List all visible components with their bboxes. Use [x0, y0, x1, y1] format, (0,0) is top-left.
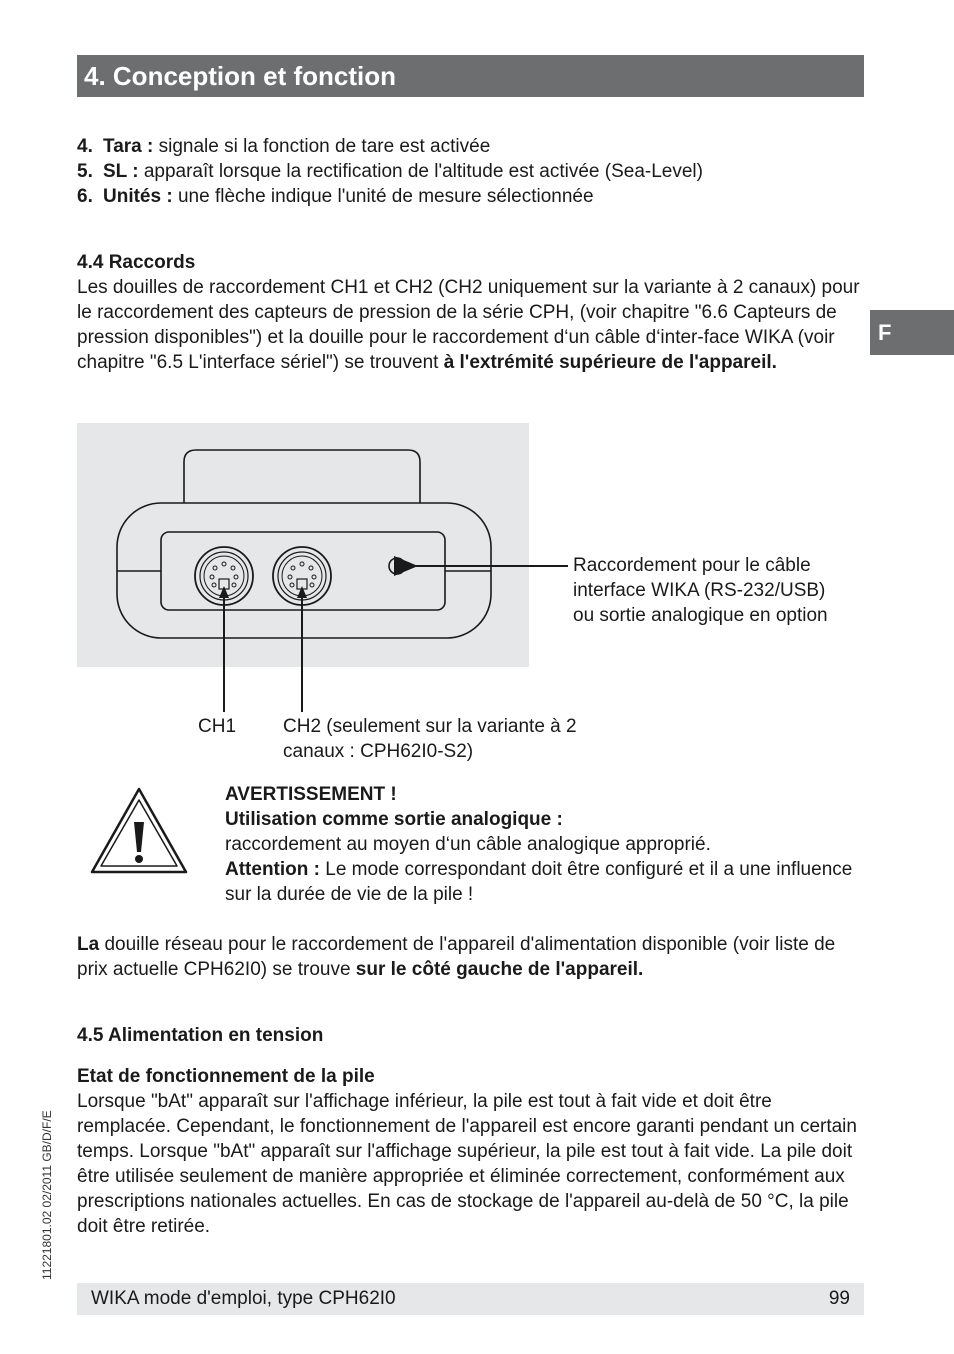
- item-text: signale si la fonction de tare est activée: [153, 136, 491, 157]
- device-body: [117, 503, 491, 638]
- douille-paragraph: La douille réseau pour le raccordement de l'appareil d'alimentation disponible (voir liste de prix actuelle CPH62I0) se trouve sur le côté gauche de l'appareil.: [77, 934, 836, 980]
- language-tab: F: [870, 310, 954, 355]
- alimentation-section: [77, 1023, 867, 1048]
- document-code: 11221801.02 02/2011 GB/D/F/E: [40, 1110, 54, 1280]
- warning-attention: Attention : Le mode correspondant doit être configuré et il a une influence sur la durée de vie de la pile !: [225, 859, 853, 905]
- warning-title: AVERTISSEMENT !: [225, 784, 397, 805]
- subsection-heading: Etat de fonctionnement de la pile: [77, 1066, 375, 1087]
- item-term: SL :: [103, 161, 139, 182]
- device-top-housing: [184, 450, 420, 503]
- ch1-label: CH1: [198, 716, 237, 737]
- interface-jack-icon: [389, 558, 405, 574]
- ch2-label: CH2 (seulement sur la variante à 2 canaux : CPH62I0-S2): [283, 716, 577, 762]
- raccords-body: Les douilles de raccordement CH1 et CH2 (CH2 uniquement sur la variante à 2 canaux) pour le raccordement des capteurs de pression de la série CPH, (voir chapitre "6.6 Capteurs de pression disponibles") et la douille pour le raccordement d‘un câble d‘inter-face WIKA (voir chapitre "6.5 L'interface sériel") se trouvent à l'extrémité supérieure de l'appareil.: [77, 277, 860, 373]
- page-footer: [77, 1283, 864, 1315]
- page-number: 99: [828, 1288, 850, 1309]
- section-heading: 4.4 Raccords: [77, 252, 196, 273]
- section-title: 4. Conception et fonction: [77, 55, 864, 97]
- item-number: 6.: [77, 186, 93, 207]
- section-heading: 4.5 Alimentation en tension: [77, 1025, 324, 1046]
- item-term: Unités :: [103, 186, 173, 207]
- warning-triangle-icon: [89, 786, 189, 876]
- item-text: apparaît lorsque la rectification de l'altitude est activée (Sea-Level): [138, 161, 703, 182]
- item-text: une flèche indique l'unité de mesure sélectionnée: [172, 186, 594, 207]
- interface-callout: Raccordement pour le câble interface WIKA (RS-232/USB) ou sortie analogique en option: [573, 555, 828, 626]
- warning-subtitle: Utilisation comme sortie analogique :: [225, 809, 563, 830]
- battery-body: Lorsque "bAt" apparaît sur l'affichage inférieur, la pile est tout à fait vide et doit être remplacée. Cependant, le fonctionnement de l'appareil est encore garanti pendant un certain temps. Lorsque "bAt" apparaît sur l'affichage supérieur, la pile est tout à fait vide. La pile doit être utilisée seulement de manière appropriée et éliminée correctement, conformément aux prescriptions nationales actuelles. En cas de stockage de l'appareil au-delà de 50 °C, la pile doit être retirée.: [77, 1091, 857, 1237]
- item-number: 5.: [77, 161, 93, 182]
- item-number: 4.: [77, 136, 93, 157]
- item-term: Tara :: [103, 136, 154, 157]
- battery-section: [77, 1064, 867, 1239]
- warning-block: [225, 782, 865, 907]
- warning-line: raccordement au moyen d‘un câble analogique approprié.: [225, 834, 711, 855]
- footer-title: WIKA mode d'emploi, type CPH62I0: [91, 1288, 396, 1309]
